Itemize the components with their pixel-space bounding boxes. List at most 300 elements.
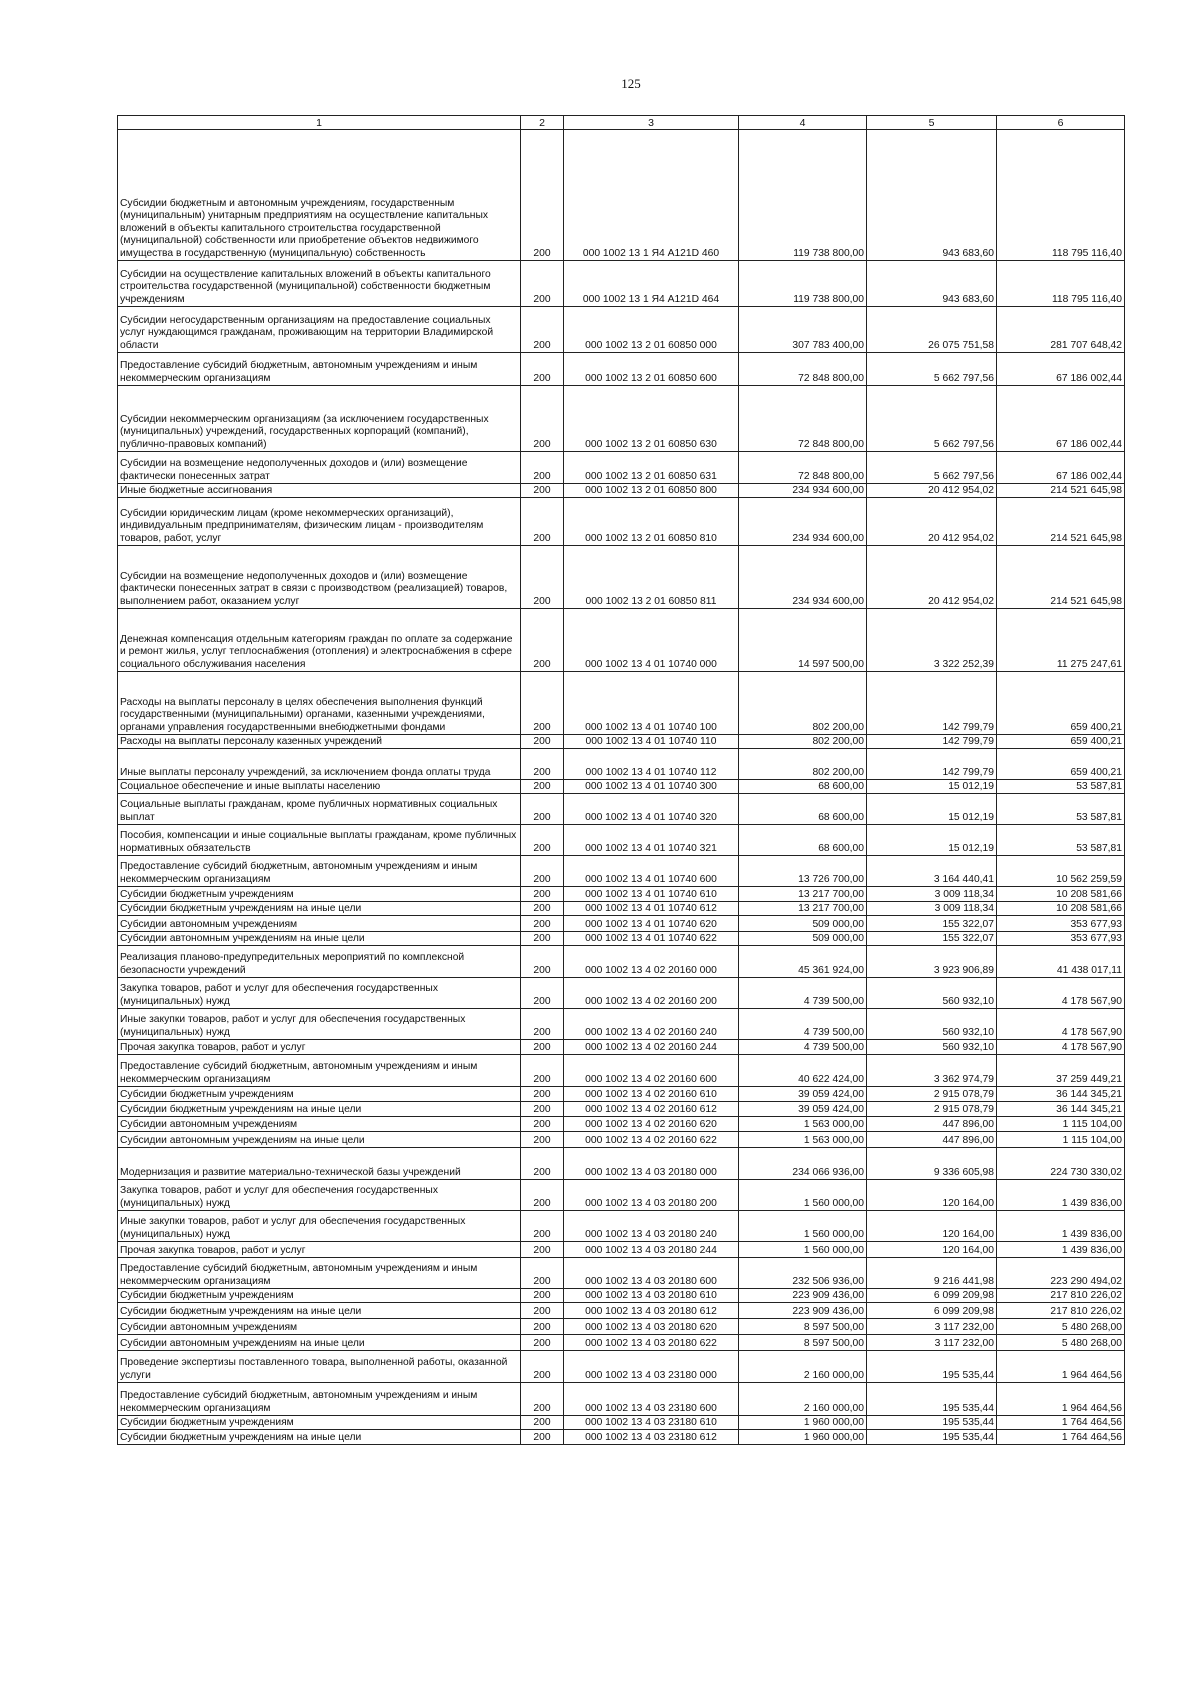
row-name: Закупка товаров, работ и услуг для обеспечения государственных (муниципальных) нужд bbox=[118, 1180, 521, 1211]
column-header: 1 bbox=[118, 116, 521, 130]
row-line-code: 200 bbox=[521, 887, 564, 902]
row-name: Субсидии автономным учреждениям bbox=[118, 916, 521, 932]
table-row bbox=[118, 932, 1125, 946]
row-budget-code: 000 1002 13 4 01 10740 622 bbox=[564, 932, 739, 946]
row-amount-col6: 10 208 581,66 bbox=[997, 887, 1125, 902]
row-line-code: 200 bbox=[521, 1289, 564, 1303]
row-amount-col6: 214 521 645,98 bbox=[997, 546, 1125, 609]
row-amount-col5: 195 535,44 bbox=[867, 1383, 997, 1416]
row-amount-col6: 53 587,81 bbox=[997, 825, 1125, 856]
row-budget-code: 000 1002 13 4 03 20180 620 bbox=[564, 1319, 739, 1335]
row-name: Предоставление субсидий бюджетным, автономным учреждениям и иным некоммерческим организациям bbox=[118, 1258, 521, 1289]
row-amount-col6: 1 439 836,00 bbox=[997, 1211, 1125, 1242]
header-row bbox=[118, 116, 1125, 130]
row-amount-col5: 120 164,00 bbox=[867, 1180, 997, 1211]
row-amount-col4: 234 066 936,00 bbox=[739, 1148, 867, 1180]
row-line-code: 200 bbox=[521, 735, 564, 749]
row-budget-code: 000 1002 13 4 02 20160 610 bbox=[564, 1087, 739, 1102]
row-line-code: 200 bbox=[521, 1319, 564, 1335]
row-name: Расходы на выплаты персоналу в целях обеспечения выполнения функций государственными (муниципальными) органами, казенными учреждениями, органами управления государственными внебюджетными фондами bbox=[118, 672, 521, 735]
row-amount-col5: 9 216 441,98 bbox=[867, 1258, 997, 1289]
row-line-code: 200 bbox=[521, 1040, 564, 1055]
row-line-code: 200 bbox=[521, 1009, 564, 1040]
row-line-code: 200 bbox=[521, 1258, 564, 1289]
row-budget-code: 000 1002 13 4 02 20160 600 bbox=[564, 1055, 739, 1087]
row-amount-col4: 39 059 424,00 bbox=[739, 1087, 867, 1102]
row-line-code: 200 bbox=[521, 307, 564, 353]
table-row bbox=[118, 386, 1125, 452]
row-line-code: 200 bbox=[521, 1383, 564, 1416]
table-row bbox=[118, 916, 1125, 932]
row-amount-col5: 120 164,00 bbox=[867, 1242, 997, 1258]
row-amount-col5: 5 662 797,56 bbox=[867, 353, 997, 386]
row-amount-col6: 214 521 645,98 bbox=[997, 498, 1125, 546]
row-name: Пособия, компенсации и иные социальные выплаты гражданам, кроме публичных нормативных обязательств bbox=[118, 825, 521, 856]
row-line-code: 200 bbox=[521, 1148, 564, 1180]
row-budget-code: 000 1002 13 4 01 10740 100 bbox=[564, 672, 739, 735]
row-amount-col5: 2 915 078,79 bbox=[867, 1102, 997, 1117]
table-row bbox=[118, 1180, 1125, 1211]
column-header: 2 bbox=[521, 116, 564, 130]
row-line-code: 200 bbox=[521, 1211, 564, 1242]
row-name: Модернизация и развитие материально-технической базы учреждений bbox=[118, 1148, 521, 1180]
row-line-code: 200 bbox=[521, 1087, 564, 1102]
row-name: Субсидии на возмещение недополученных доходов и (или) возмещение фактически понесенных затрат bbox=[118, 452, 521, 484]
row-amount-col5: 120 164,00 bbox=[867, 1211, 997, 1242]
table-row bbox=[118, 978, 1125, 1009]
row-amount-col6: 659 400,21 bbox=[997, 735, 1125, 749]
row-name: Расходы на выплаты персоналу казенных учреждений bbox=[118, 735, 521, 749]
row-name: Субсидии бюджетным учреждениям на иные цели bbox=[118, 902, 521, 916]
row-budget-code: 000 1002 13 4 01 10740 110 bbox=[564, 735, 739, 749]
row-amount-col5: 6 099 209,98 bbox=[867, 1303, 997, 1319]
row-amount-col4: 13 217 700,00 bbox=[739, 887, 867, 902]
row-amount-col5: 195 535,44 bbox=[867, 1416, 997, 1430]
row-amount-col4: 72 848 800,00 bbox=[739, 452, 867, 484]
row-amount-col5: 560 932,10 bbox=[867, 978, 997, 1009]
row-name: Предоставление субсидий бюджетным, автономным учреждениям и иным некоммерческим организациям bbox=[118, 1055, 521, 1087]
row-budget-code: 000 1002 13 4 02 20160 620 bbox=[564, 1117, 739, 1132]
row-amount-col5: 195 535,44 bbox=[867, 1351, 997, 1383]
row-amount-col5: 15 012,19 bbox=[867, 794, 997, 825]
row-budget-code: 000 1002 13 2 01 60850 811 bbox=[564, 546, 739, 609]
row-budget-code: 000 1002 13 4 01 10740 300 bbox=[564, 780, 739, 794]
row-amount-col4: 802 200,00 bbox=[739, 749, 867, 780]
row-amount-col5: 560 932,10 bbox=[867, 1009, 997, 1040]
row-amount-col4: 39 059 424,00 bbox=[739, 1102, 867, 1117]
row-amount-col5: 142 799,79 bbox=[867, 672, 997, 735]
row-name: Проведение экспертизы поставленного товара, выполненной работы, оказанной услуги bbox=[118, 1351, 521, 1383]
table-row bbox=[118, 353, 1125, 386]
row-budget-code: 000 1002 13 4 03 23180 000 bbox=[564, 1351, 739, 1383]
row-name: Субсидии автономным учреждениям на иные цели bbox=[118, 1335, 521, 1351]
table-row bbox=[118, 546, 1125, 609]
page-number: 125 bbox=[621, 76, 641, 91]
row-name: Субсидии бюджетным учреждениям на иные цели bbox=[118, 1430, 521, 1445]
row-name: Реализация планово-предупредительных мероприятий по комплексной безопасности учреждений bbox=[118, 946, 521, 978]
row-amount-col4: 234 934 600,00 bbox=[739, 484, 867, 498]
row-budget-code: 000 1002 13 4 03 20180 622 bbox=[564, 1335, 739, 1351]
row-line-code: 200 bbox=[521, 484, 564, 498]
row-line-code: 200 bbox=[521, 498, 564, 546]
row-budget-code: 000 1002 13 4 01 10740 000 bbox=[564, 609, 739, 672]
row-amount-col6: 10 562 259,59 bbox=[997, 856, 1125, 887]
row-amount-col4: 8 597 500,00 bbox=[739, 1335, 867, 1351]
row-amount-col6: 224 730 330,02 bbox=[997, 1148, 1125, 1180]
table-row bbox=[118, 735, 1125, 749]
table-row bbox=[118, 1087, 1125, 1102]
row-amount-col4: 72 848 800,00 bbox=[739, 353, 867, 386]
table-row bbox=[118, 609, 1125, 672]
row-amount-col6: 118 795 116,40 bbox=[997, 130, 1125, 261]
row-amount-col5: 447 896,00 bbox=[867, 1132, 997, 1148]
row-amount-col6: 36 144 345,21 bbox=[997, 1102, 1125, 1117]
table-row bbox=[118, 261, 1125, 307]
table-row bbox=[118, 1117, 1125, 1132]
row-budget-code: 000 1002 13 4 03 23180 612 bbox=[564, 1430, 739, 1445]
row-line-code: 200 bbox=[521, 780, 564, 794]
row-amount-col6: 217 810 226,02 bbox=[997, 1289, 1125, 1303]
row-amount-col6: 1 764 464,56 bbox=[997, 1430, 1125, 1445]
row-budget-code: 000 1002 13 4 03 20180 244 bbox=[564, 1242, 739, 1258]
row-budget-code: 000 1002 13 4 01 10740 620 bbox=[564, 916, 739, 932]
row-amount-col5: 3 117 232,00 bbox=[867, 1319, 997, 1335]
row-line-code: 200 bbox=[521, 353, 564, 386]
row-line-code: 200 bbox=[521, 261, 564, 307]
row-budget-code: 000 1002 13 2 01 60850 630 bbox=[564, 386, 739, 452]
row-amount-col4: 4 739 500,00 bbox=[739, 978, 867, 1009]
row-amount-col6: 67 186 002,44 bbox=[997, 386, 1125, 452]
row-line-code: 200 bbox=[521, 130, 564, 261]
row-amount-col6: 223 290 494,02 bbox=[997, 1258, 1125, 1289]
row-amount-col4: 119 738 800,00 bbox=[739, 130, 867, 261]
row-name: Субсидии автономным учреждениям на иные цели bbox=[118, 932, 521, 946]
row-amount-col4: 45 361 924,00 bbox=[739, 946, 867, 978]
row-line-code: 200 bbox=[521, 1180, 564, 1211]
row-amount-col6: 4 178 567,90 bbox=[997, 1009, 1125, 1040]
row-budget-code: 000 1002 13 4 03 23180 610 bbox=[564, 1416, 739, 1430]
row-amount-col4: 234 934 600,00 bbox=[739, 498, 867, 546]
row-name: Денежная компенсация отдельным категориям граждан по оплате за содержание и ремонт жилья, услуг теплоснабжения (отопления) и электроснабжения в сфере социального обслуживания населения bbox=[118, 609, 521, 672]
row-amount-col6: 53 587,81 bbox=[997, 794, 1125, 825]
row-line-code: 200 bbox=[521, 1430, 564, 1445]
row-budget-code: 000 1002 13 4 02 20160 240 bbox=[564, 1009, 739, 1040]
row-amount-col5: 3 322 252,39 bbox=[867, 609, 997, 672]
row-amount-col6: 118 795 116,40 bbox=[997, 261, 1125, 307]
row-amount-col4: 119 738 800,00 bbox=[739, 261, 867, 307]
table-row bbox=[118, 1351, 1125, 1383]
table-row bbox=[118, 130, 1125, 261]
row-amount-col5: 943 683,60 bbox=[867, 261, 997, 307]
column-header: 4 bbox=[739, 116, 867, 130]
row-amount-col6: 53 587,81 bbox=[997, 780, 1125, 794]
row-amount-col5: 3 164 440,41 bbox=[867, 856, 997, 887]
table-row bbox=[118, 1055, 1125, 1087]
table-row bbox=[118, 1102, 1125, 1117]
row-line-code: 200 bbox=[521, 386, 564, 452]
row-line-code: 200 bbox=[521, 825, 564, 856]
table-row bbox=[118, 1416, 1125, 1430]
table-row bbox=[118, 1242, 1125, 1258]
row-name: Субсидии бюджетным учреждениям на иные цели bbox=[118, 1303, 521, 1319]
row-amount-col4: 307 783 400,00 bbox=[739, 307, 867, 353]
table-row bbox=[118, 1319, 1125, 1335]
row-budget-code: 000 1002 13 2 01 60850 600 bbox=[564, 353, 739, 386]
row-amount-col5: 3 362 974,79 bbox=[867, 1055, 997, 1087]
row-amount-col4: 13 217 700,00 bbox=[739, 902, 867, 916]
row-budget-code: 000 1002 13 4 02 20160 622 bbox=[564, 1132, 739, 1148]
table-row bbox=[118, 887, 1125, 902]
row-amount-col6: 659 400,21 bbox=[997, 749, 1125, 780]
row-budget-code: 000 1002 13 4 03 20180 612 bbox=[564, 1303, 739, 1319]
row-budget-code: 000 1002 13 4 03 20180 000 bbox=[564, 1148, 739, 1180]
row-amount-col4: 1 563 000,00 bbox=[739, 1117, 867, 1132]
row-budget-code: 000 1002 13 4 01 10740 320 bbox=[564, 794, 739, 825]
row-budget-code: 000 1002 13 2 01 60850 631 bbox=[564, 452, 739, 484]
row-name: Субсидии на осуществление капитальных вложений в объекты капитального строительства государственной (муниципальной) собственности бюджетным учреждениям bbox=[118, 261, 521, 307]
row-amount-col4: 1 960 000,00 bbox=[739, 1430, 867, 1445]
row-amount-col5: 2 915 078,79 bbox=[867, 1087, 997, 1102]
row-amount-col6: 1 764 464,56 bbox=[997, 1416, 1125, 1430]
row-name: Субсидии бюджетным учреждениям на иные цели bbox=[118, 1102, 521, 1117]
row-budget-code: 000 1002 13 4 03 20180 240 bbox=[564, 1211, 739, 1242]
row-name: Предоставление субсидий бюджетным, автономным учреждениям и иным некоммерческим организациям bbox=[118, 856, 521, 887]
row-amount-col4: 509 000,00 bbox=[739, 932, 867, 946]
row-budget-code: 000 1002 13 4 02 20160 244 bbox=[564, 1040, 739, 1055]
row-amount-col5: 15 012,19 bbox=[867, 780, 997, 794]
row-budget-code: 000 1002 13 4 03 20180 600 bbox=[564, 1258, 739, 1289]
column-header: 3 bbox=[564, 116, 739, 130]
row-amount-col6: 4 178 567,90 bbox=[997, 978, 1125, 1009]
row-budget-code: 000 1002 13 4 03 20180 200 bbox=[564, 1180, 739, 1211]
row-amount-col6: 41 438 017,11 bbox=[997, 946, 1125, 978]
row-amount-col4: 72 848 800,00 bbox=[739, 386, 867, 452]
table-row bbox=[118, 1383, 1125, 1416]
row-amount-col5: 195 535,44 bbox=[867, 1430, 997, 1445]
row-amount-col6: 217 810 226,02 bbox=[997, 1303, 1125, 1319]
row-amount-col6: 214 521 645,98 bbox=[997, 484, 1125, 498]
row-amount-col6: 1 115 104,00 bbox=[997, 1132, 1125, 1148]
row-budget-code: 000 1002 13 4 03 23180 600 bbox=[564, 1383, 739, 1416]
row-amount-col6: 10 208 581,66 bbox=[997, 902, 1125, 916]
row-name: Субсидии юридическим лицам (кроме некоммерческих организаций), индивидуальным предпринимателям, физическим лицам - производителям товаров, работ, услуг bbox=[118, 498, 521, 546]
row-amount-col4: 1 560 000,00 bbox=[739, 1242, 867, 1258]
row-amount-col6: 11 275 247,61 bbox=[997, 609, 1125, 672]
row-amount-col5: 6 099 209,98 bbox=[867, 1289, 997, 1303]
row-line-code: 200 bbox=[521, 932, 564, 946]
row-amount-col4: 68 600,00 bbox=[739, 780, 867, 794]
row-amount-col4: 8 597 500,00 bbox=[739, 1319, 867, 1335]
row-name: Субсидии негосударственным организациям на предоставление социальных услуг нуждающимся гражданам, проживающим на территории Владимирской области bbox=[118, 307, 521, 353]
row-budget-code: 000 1002 13 4 01 10740 112 bbox=[564, 749, 739, 780]
row-budget-code: 000 1002 13 1 Я4 А121D 460 bbox=[564, 130, 739, 261]
row-amount-col5: 26 075 751,58 bbox=[867, 307, 997, 353]
row-amount-col6: 1 964 464,56 bbox=[997, 1383, 1125, 1416]
budget-table bbox=[117, 115, 1125, 1445]
row-budget-code: 000 1002 13 4 02 20160 200 bbox=[564, 978, 739, 1009]
row-amount-col4: 234 934 600,00 bbox=[739, 546, 867, 609]
row-amount-col5: 943 683,60 bbox=[867, 130, 997, 261]
table-row bbox=[118, 484, 1125, 498]
table-row bbox=[118, 452, 1125, 484]
row-name: Субсидии автономным учреждениям bbox=[118, 1319, 521, 1335]
row-name: Социальное обеспечение и иные выплаты населению bbox=[118, 780, 521, 794]
row-amount-col6: 353 677,93 bbox=[997, 932, 1125, 946]
row-amount-col4: 40 622 424,00 bbox=[739, 1055, 867, 1087]
row-name: Закупка товаров, работ и услуг для обеспечения государственных (муниципальных) нужд bbox=[118, 978, 521, 1009]
row-amount-col4: 68 600,00 bbox=[739, 794, 867, 825]
row-amount-col4: 4 739 500,00 bbox=[739, 1009, 867, 1040]
row-line-code: 200 bbox=[521, 1242, 564, 1258]
row-line-code: 200 bbox=[521, 856, 564, 887]
row-name: Субсидии бюджетным учреждениям bbox=[118, 1289, 521, 1303]
row-line-code: 200 bbox=[521, 794, 564, 825]
row-budget-code: 000 1002 13 4 02 20160 000 bbox=[564, 946, 739, 978]
row-amount-col5: 155 322,07 bbox=[867, 932, 997, 946]
row-amount-col5: 155 322,07 bbox=[867, 916, 997, 932]
row-line-code: 200 bbox=[521, 1132, 564, 1148]
row-name: Иные выплаты персоналу учреждений, за исключением фонда оплаты труда bbox=[118, 749, 521, 780]
row-budget-code: 000 1002 13 4 02 20160 612 bbox=[564, 1102, 739, 1117]
table-row bbox=[118, 902, 1125, 916]
row-amount-col5: 20 412 954,02 bbox=[867, 484, 997, 498]
row-budget-code: 000 1002 13 4 01 10740 612 bbox=[564, 902, 739, 916]
row-amount-col5: 9 336 605,98 bbox=[867, 1148, 997, 1180]
row-amount-col5: 3 923 906,89 bbox=[867, 946, 997, 978]
row-line-code: 200 bbox=[521, 1303, 564, 1319]
row-amount-col6: 5 480 268,00 bbox=[997, 1319, 1125, 1335]
row-name: Прочая закупка товаров, работ и услуг bbox=[118, 1242, 521, 1258]
row-amount-col5: 3 009 118,34 bbox=[867, 902, 997, 916]
row-amount-col6: 1 439 836,00 bbox=[997, 1180, 1125, 1211]
row-name: Субсидии автономным учреждениям bbox=[118, 1117, 521, 1132]
row-amount-col4: 4 739 500,00 bbox=[739, 1040, 867, 1055]
table-row bbox=[118, 794, 1125, 825]
row-amount-col5: 3 009 118,34 bbox=[867, 887, 997, 902]
row-amount-col6: 36 144 345,21 bbox=[997, 1087, 1125, 1102]
table-row bbox=[118, 1132, 1125, 1148]
row-amount-col4: 223 909 436,00 bbox=[739, 1289, 867, 1303]
row-amount-col5: 142 799,79 bbox=[867, 749, 997, 780]
row-amount-col4: 13 726 700,00 bbox=[739, 856, 867, 887]
row-line-code: 200 bbox=[521, 452, 564, 484]
row-line-code: 200 bbox=[521, 902, 564, 916]
row-amount-col5: 3 117 232,00 bbox=[867, 1335, 997, 1351]
row-line-code: 200 bbox=[521, 609, 564, 672]
row-name: Субсидии бюджетным учреждениям bbox=[118, 1416, 521, 1430]
row-amount-col6: 659 400,21 bbox=[997, 672, 1125, 735]
row-name: Предоставление субсидий бюджетным, автономным учреждениям и иным некоммерческим организациям bbox=[118, 1383, 521, 1416]
row-line-code: 200 bbox=[521, 1055, 564, 1087]
row-line-code: 200 bbox=[521, 1117, 564, 1132]
row-amount-col5: 447 896,00 bbox=[867, 1117, 997, 1132]
row-amount-col4: 14 597 500,00 bbox=[739, 609, 867, 672]
row-amount-col4: 1 563 000,00 bbox=[739, 1132, 867, 1148]
row-line-code: 200 bbox=[521, 1335, 564, 1351]
row-line-code: 200 bbox=[521, 546, 564, 609]
row-budget-code: 000 1002 13 1 Я4 А121D 464 bbox=[564, 261, 739, 307]
row-amount-col6: 353 677,93 bbox=[997, 916, 1125, 932]
row-line-code: 200 bbox=[521, 1102, 564, 1117]
row-name: Предоставление субсидий бюджетным, автономным учреждениям и иным некоммерческим организациям bbox=[118, 353, 521, 386]
column-header: 6 bbox=[997, 116, 1125, 130]
row-name: Субсидии бюджетным и автономным учреждениям, государственным (муниципальным) унитарным предприятиям на осуществление капитальных вложений в объекты капитального строительства государственной (муниципальной) собственности или приобретение объектов недвижимого имущества в государственную (муниципальную) собственность bbox=[118, 130, 521, 261]
row-amount-col6: 1 115 104,00 bbox=[997, 1117, 1125, 1132]
row-amount-col4: 223 909 436,00 bbox=[739, 1303, 867, 1319]
row-amount-col5: 20 412 954,02 bbox=[867, 498, 997, 546]
row-budget-code: 000 1002 13 2 01 60850 800 bbox=[564, 484, 739, 498]
row-line-code: 200 bbox=[521, 672, 564, 735]
row-amount-col5: 5 662 797,56 bbox=[867, 386, 997, 452]
row-budget-code: 000 1002 13 2 01 60850 000 bbox=[564, 307, 739, 353]
table-body bbox=[118, 130, 1125, 1445]
row-amount-col5: 5 662 797,56 bbox=[867, 452, 997, 484]
row-amount-col4: 68 600,00 bbox=[739, 825, 867, 856]
table-row bbox=[118, 1258, 1125, 1289]
table-row bbox=[118, 1335, 1125, 1351]
row-budget-code: 000 1002 13 2 01 60850 810 bbox=[564, 498, 739, 546]
table-row bbox=[118, 825, 1125, 856]
row-amount-col4: 1 960 000,00 bbox=[739, 1416, 867, 1430]
row-line-code: 200 bbox=[521, 946, 564, 978]
row-amount-col5: 20 412 954,02 bbox=[867, 546, 997, 609]
row-amount-col6: 67 186 002,44 bbox=[997, 353, 1125, 386]
row-name: Иные бюджетные ассигнования bbox=[118, 484, 521, 498]
table-row bbox=[118, 1430, 1125, 1445]
row-amount-col6: 1 964 464,56 bbox=[997, 1351, 1125, 1383]
row-amount-col4: 2 160 000,00 bbox=[739, 1383, 867, 1416]
row-amount-col6: 37 259 449,21 bbox=[997, 1055, 1125, 1087]
table-row bbox=[118, 1040, 1125, 1055]
row-line-code: 200 bbox=[521, 749, 564, 780]
row-name: Прочая закупка товаров, работ и услуг bbox=[118, 1040, 521, 1055]
row-amount-col6: 4 178 567,90 bbox=[997, 1040, 1125, 1055]
column-header: 5 bbox=[867, 116, 997, 130]
row-budget-code: 000 1002 13 4 01 10740 321 bbox=[564, 825, 739, 856]
row-name: Субсидии некоммерческим организациям (за исключением государственных (муниципальных) учреждений, государственных корпораций (компаний), публично-правовых компаний) bbox=[118, 386, 521, 452]
row-line-code: 200 bbox=[521, 1351, 564, 1383]
row-budget-code: 000 1002 13 4 03 20180 610 bbox=[564, 1289, 739, 1303]
row-amount-col4: 509 000,00 bbox=[739, 916, 867, 932]
row-amount-col5: 142 799,79 bbox=[867, 735, 997, 749]
table-row bbox=[118, 1289, 1125, 1303]
table-row bbox=[118, 1009, 1125, 1040]
row-name: Субсидии на возмещение недополученных доходов и (или) возмещение фактически понесенных затрат в связи с производством (реализацией) товаров, выполнением работ, оказанием услуг bbox=[118, 546, 521, 609]
row-amount-col4: 802 200,00 bbox=[739, 672, 867, 735]
row-amount-col4: 1 560 000,00 bbox=[739, 1180, 867, 1211]
table-row bbox=[118, 780, 1125, 794]
table-row bbox=[118, 946, 1125, 978]
row-name: Субсидии автономным учреждениям на иные цели bbox=[118, 1132, 521, 1148]
row-amount-col5: 15 012,19 bbox=[867, 825, 997, 856]
row-name: Иные закупки товаров, работ и услуг для обеспечения государственных (муниципальных) нужд bbox=[118, 1009, 521, 1040]
row-amount-col5: 560 932,10 bbox=[867, 1040, 997, 1055]
table-row bbox=[118, 672, 1125, 735]
row-amount-col6: 67 186 002,44 bbox=[997, 452, 1125, 484]
row-amount-col4: 802 200,00 bbox=[739, 735, 867, 749]
row-amount-col4: 1 560 000,00 bbox=[739, 1211, 867, 1242]
table-row bbox=[118, 749, 1125, 780]
row-name: Субсидии бюджетным учреждениям bbox=[118, 887, 521, 902]
row-budget-code: 000 1002 13 4 01 10740 610 bbox=[564, 887, 739, 902]
table-row bbox=[118, 307, 1125, 353]
row-amount-col6: 281 707 648,42 bbox=[997, 307, 1125, 353]
row-line-code: 200 bbox=[521, 916, 564, 932]
table-row bbox=[118, 1211, 1125, 1242]
table-row bbox=[118, 856, 1125, 887]
row-name: Иные закупки товаров, работ и услуг для обеспечения государственных (муниципальных) нужд bbox=[118, 1211, 521, 1242]
row-amount-col4: 2 160 000,00 bbox=[739, 1351, 867, 1383]
